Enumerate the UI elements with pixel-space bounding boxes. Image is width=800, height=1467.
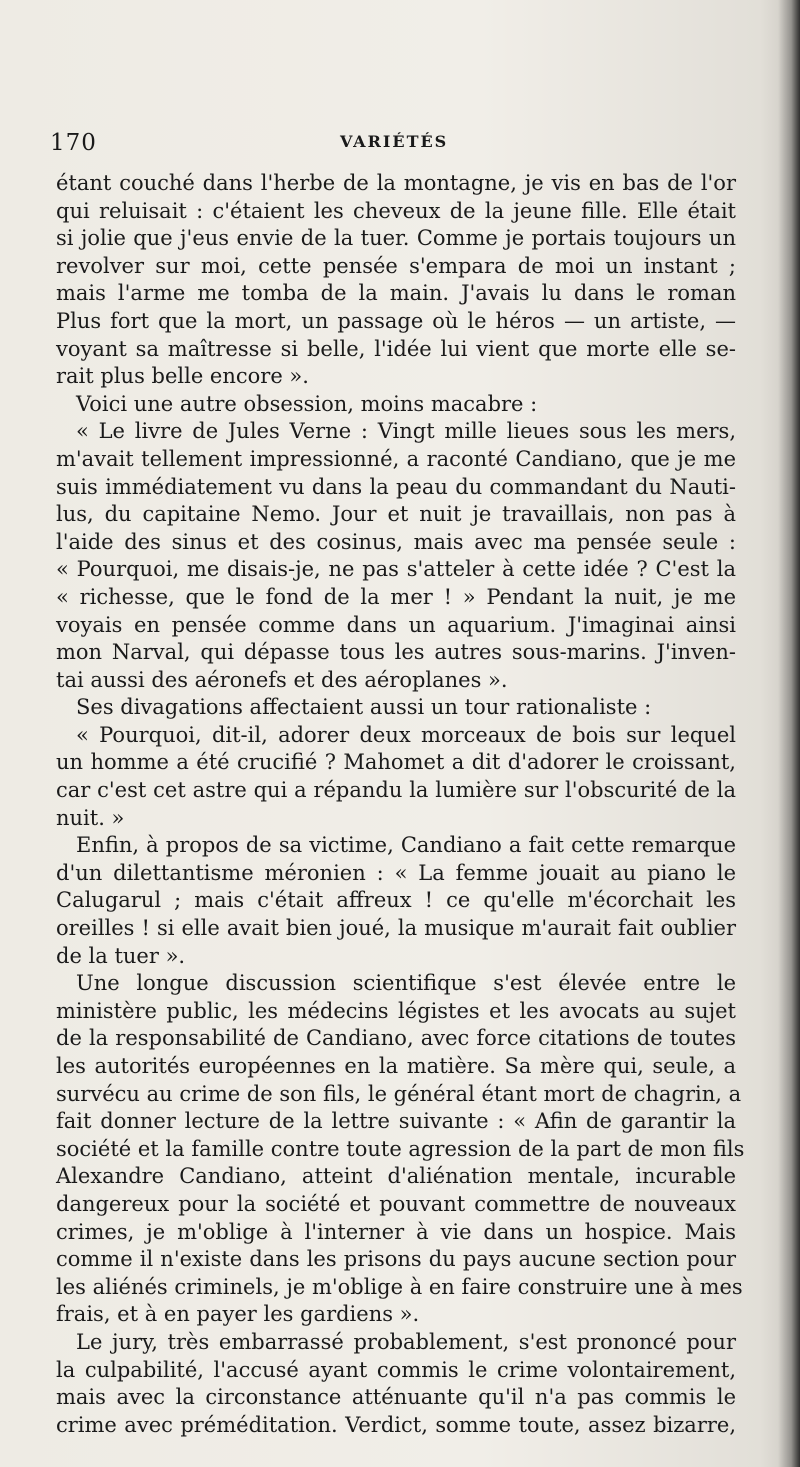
- text-line: un homme a été crucifié ? Mahomet a dit d'adorer le croissant,: [56, 750, 736, 775]
- text-line: lus, du capitaine Nemo. Jour et nuit je travaillais, non pas à: [56, 502, 736, 527]
- text-line: société et la famille contre toute agression de la part de mon fils: [56, 1136, 745, 1161]
- text-line: revolver sur moi, cette pensée s'empara de moi un instant ;: [56, 253, 736, 278]
- text-line: voyais en pensée comme dans un aquarium. J'imaginai ainsi: [56, 612, 736, 637]
- text-line: « richesse, que le fond de la mer ! » Pendant la nuit, je me: [56, 584, 736, 609]
- text-line: rait plus belle encore ».: [56, 364, 309, 389]
- page-header: [50, 128, 740, 162]
- running-head: VARIÉTÉS: [340, 132, 449, 151]
- text-line: ministère public, les médecins légistes et les avocats au sujet: [56, 998, 736, 1023]
- page-edge-shadow: [778, 0, 800, 1467]
- text-line: mais l'arme me tomba de la main. J'avais lu dans le roman: [56, 281, 736, 306]
- text-line: suis immédiatement vu dans la peau du commandant du Nauti-: [56, 474, 736, 499]
- text-line: survécu au crime de son fils, le général étant mort de chagrin, a: [56, 1081, 742, 1106]
- text-line: Calugarul ; mais c'était affreux ! ce qu'elle m'écorchait les: [56, 888, 736, 913]
- text-line: dangereux pour la société et pouvant commettre de nouveaux: [56, 1191, 736, 1216]
- text-line: la culpabilité, l'accusé ayant commis le crime volontairement,: [56, 1357, 736, 1382]
- text-line: l'aide des sinus et des cosinus, mais avec ma pensée seule :: [56, 529, 736, 554]
- text-line: crime avec préméditation. Verdict, somme toute, assez bizarre,: [56, 1412, 736, 1437]
- text-line: nuit. »: [56, 805, 125, 830]
- text-line: Une longue discussion scientifique s'est élevée entre le: [76, 971, 736, 996]
- text-line: « Pourquoi, me disais-je, ne pas s'atteler à cette idée ? C'est la: [56, 557, 736, 582]
- body-text: [56, 170, 745, 1439]
- text-line: Le jury, très embarrassé probablement, s'est prononcé pour: [76, 1329, 736, 1354]
- text-line: si jolie que j'eus envie de la tuer. Comme je portais toujours un: [56, 226, 736, 251]
- text-line: étant couché dans l'herbe de la montagne, je vis en bas de l'or: [56, 171, 736, 195]
- text-line: mon Narval, qui dépasse tous les autres sous-marins. J'inven-: [56, 640, 736, 665]
- text-line: mais avec la circonstance atténuante qu'il n'a pas commis le: [56, 1385, 736, 1410]
- text-line: voyant sa maîtresse si belle, l'idée lui vient que morte elle se-: [56, 336, 736, 361]
- text-line: de la tuer ».: [56, 943, 186, 968]
- text-line: les aliénés criminels, je m'oblige à en faire construire une à mes: [56, 1274, 743, 1299]
- text-line: oreilles ! si elle avait bien joué, la musique m'aurait fait oublier: [56, 916, 736, 941]
- text-line: « Pourquoi, dit-il, adorer deux morceaux de bois sur lequel: [76, 722, 736, 747]
- text-line: Voici une autre obsession, moins macabre :: [76, 391, 538, 416]
- text-line: car c'est cet astre qui a répandu la lumière sur l'obscurité de la: [56, 778, 736, 803]
- text-line: m'avait tellement impressionné, a raconté Candiano, que je me: [56, 446, 736, 471]
- text-line: Alexandre Candiano, atteint d'aliénation mentale, incurable: [56, 1164, 736, 1189]
- text-line: d'un dilettantisme méronien : « La femme jouait au piano le: [56, 860, 736, 885]
- text-line: fait donner lecture de la lettre suivante : « Afin de garantir la: [56, 1109, 736, 1134]
- text-line: de la responsabilité de Candiano, avec force citations de toutes: [56, 1026, 736, 1051]
- page-number: 170: [50, 130, 97, 156]
- text-line: qui reluisait : c'étaient les cheveux de la jeune fille. Elle était: [56, 198, 736, 223]
- text-line: crimes, je m'oblige à l'interner à vie dans un hospice. Mais: [56, 1219, 736, 1244]
- text-line: les autorités européennes en la matière. Sa mère qui, seule, a: [56, 1054, 736, 1078]
- text-line: comme il n'existe dans les prisons du pays aucune section pour: [56, 1247, 736, 1272]
- text-line: Ses divagations affectaient aussi un tour rationaliste :: [76, 695, 652, 720]
- text-line: Enfin, à propos de sa victime, Candiano a fait cette remarque: [76, 833, 736, 858]
- text-line: tai aussi des aéronefs et des aéroplanes ».: [56, 667, 508, 692]
- text-line: frais, et à en payer les gardiens ».: [56, 1302, 420, 1327]
- text-line: Plus fort que la mort, un passage où le héros — un artiste, —: [56, 308, 736, 333]
- text-line: « Le livre de Jules Verne : Vingt mille lieues sous les mers,: [76, 419, 736, 444]
